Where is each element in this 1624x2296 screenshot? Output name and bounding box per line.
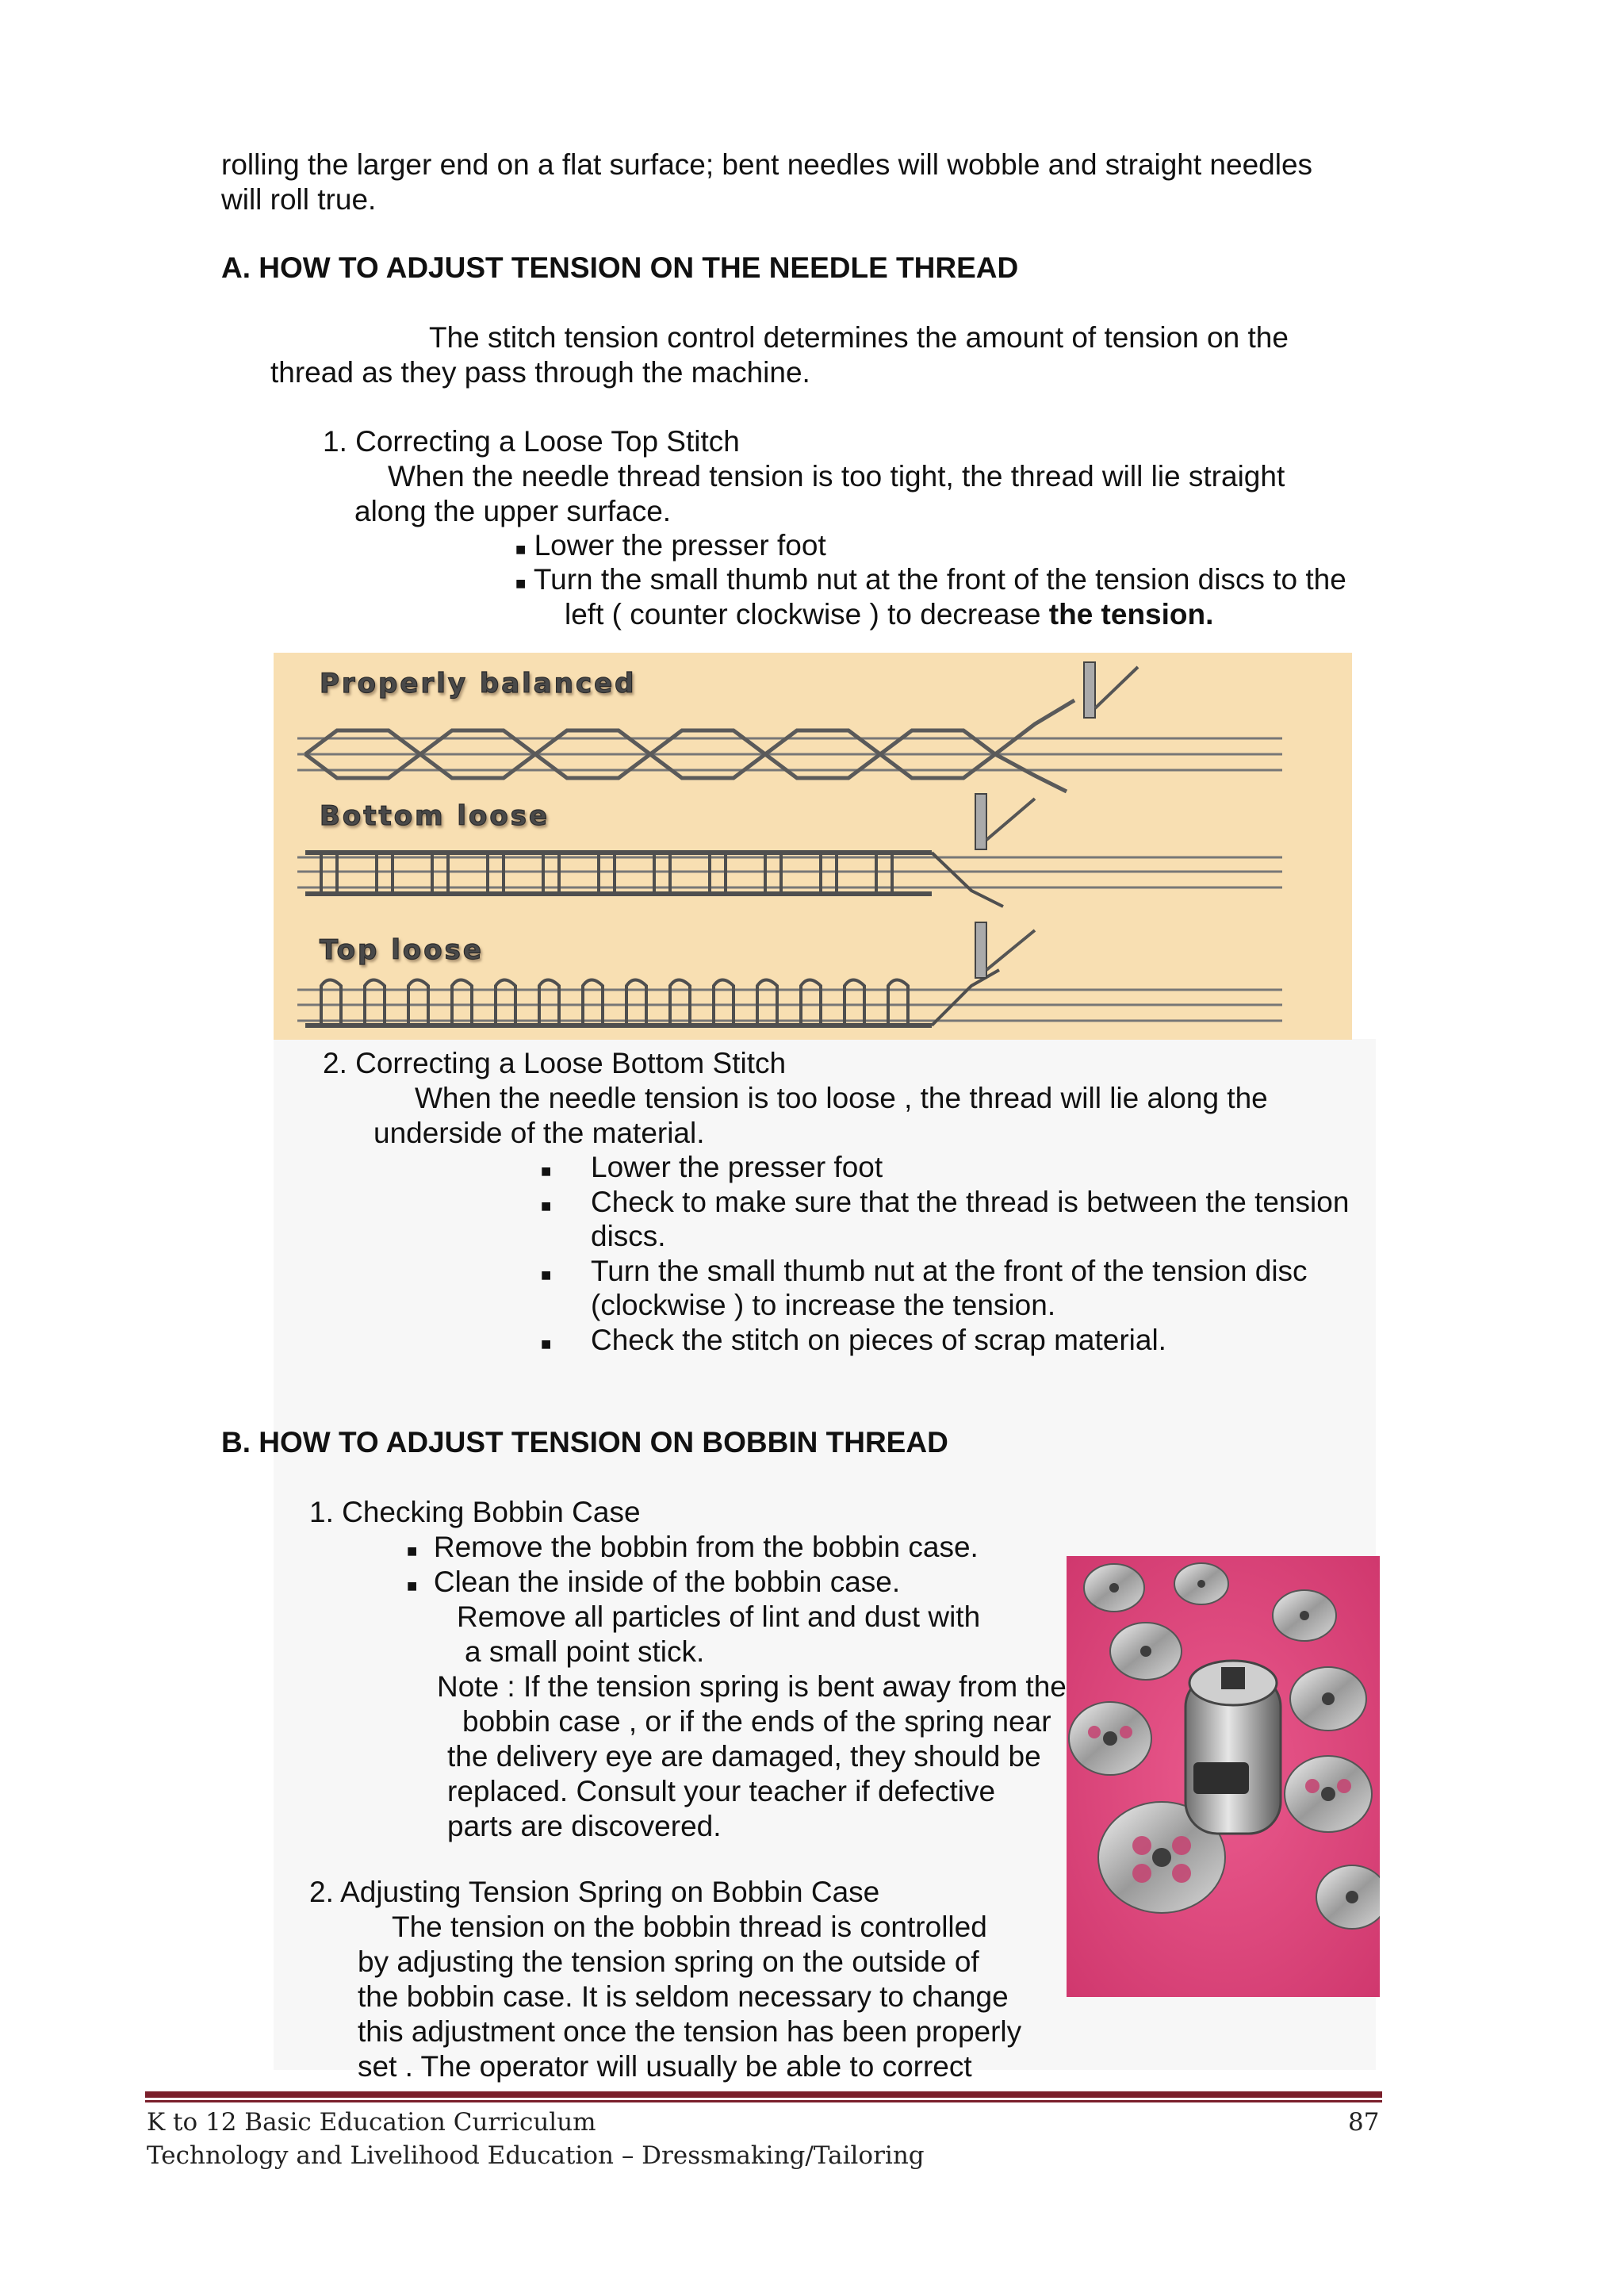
item-1-desc-1: When the needle thread tension is too tight, the thread will lie straight xyxy=(388,460,1285,493)
b-item-2-line-4: this adjustment once the tension has been properly xyxy=(358,2015,1022,2048)
footer-rule-thin xyxy=(145,2100,1382,2102)
b-item-1-sub-1: Remove all particles of lint and dust with xyxy=(457,1600,981,1633)
item-2-bullet-3-cont: (clockwise ) to increase the tension. xyxy=(591,1289,1056,1321)
item-2-desc-2: underside of the material. xyxy=(373,1117,705,1149)
label-properly-balanced: Properly balanced xyxy=(320,668,637,700)
label-bottom-loose: Bottom loose xyxy=(320,800,550,832)
item-2-bullet-3: Turn the small thumb nut at the front of the tension disc xyxy=(591,1255,1308,1287)
b-note-2: bobbin case , or if the ends of the spring near xyxy=(462,1705,1051,1738)
item-2-bullet-2: Check to make sure that the thread is between the tension xyxy=(591,1186,1350,1218)
b-item-2-title: 2. Adjusting Tension Spring on Bobbin Case xyxy=(309,1876,880,1908)
bullet-text: Turn the small thumb nut at the front of the tension discs to the xyxy=(533,563,1346,596)
intro-line-1: rolling the larger end on a flat surface; bent needles will wobble and straight needles xyxy=(221,148,1313,181)
bullet-text: Lower the presser foot xyxy=(534,529,826,562)
needle-icon xyxy=(975,794,1035,849)
b-item-2-line-2: by adjusting the tension spring on the outside of xyxy=(358,1945,979,1978)
item-2-bullet-2-cont: discs. xyxy=(591,1220,666,1252)
section-a-heading: A. HOW TO ADJUST TENSION ON THE NEEDLE THREAD xyxy=(221,251,1019,284)
section-a-para-1: The stitch tension control determines the amount of tension on the xyxy=(429,321,1289,354)
b-note-1: Note : If the tension spring is bent away from the xyxy=(437,1670,1067,1703)
b-item-2-line-1: The tension on the bobbin thread is controlled xyxy=(392,1911,987,1943)
stitch-tension-figure xyxy=(274,653,1352,1040)
item-1-bullet-1 xyxy=(515,528,826,567)
item-2-desc-1: When the needle tension is too loose , the thread will lie along the xyxy=(415,1082,1268,1114)
bobbin-photo xyxy=(1067,1556,1380,1997)
item-1-bullet-2-cont xyxy=(565,597,1213,632)
b-item-2-line-3: the bobbin case. It is seldom necessary to change xyxy=(358,1980,1009,2013)
needle-icon xyxy=(1084,662,1138,718)
b-note-4: replaced. Consult your teacher if defective xyxy=(447,1775,996,1807)
intro-line-2: will roll true. xyxy=(221,183,377,216)
bullet-marker: ■ xyxy=(407,1541,418,1561)
section-a-para-2: thread as they pass through the machine. xyxy=(270,356,810,389)
b-note-5: parts are discovered. xyxy=(447,1810,722,1842)
b-item-2-line-5: set . The operator will usually be able to correct xyxy=(358,2050,972,2083)
needle-icon xyxy=(975,922,1035,978)
bullet-text: Remove the bobbin from the bobbin case. xyxy=(433,1531,979,1563)
footer-rule xyxy=(145,2091,1382,2098)
label-top-loose: Top loose xyxy=(320,934,484,966)
item-2-bullet-1: Lower the presser foot xyxy=(591,1151,883,1183)
section-b-heading: B. HOW TO ADJUST TENSION ON BOBBIN THREAD xyxy=(221,1426,948,1458)
b-item-1-sub-2: a small point stick. xyxy=(465,1635,705,1668)
bullet-text: Clean the inside of the bobbin case. xyxy=(433,1566,901,1598)
bullet-marker: ■ xyxy=(515,539,527,559)
item-2-bullet-marker-2: ■ xyxy=(541,1196,552,1216)
item-1-desc-2: along the upper surface. xyxy=(354,495,672,527)
item-2-title: 2. Correcting a Loose Bottom Stitch xyxy=(323,1047,787,1079)
b-item-1-bullet-1 xyxy=(407,1530,979,1569)
stitch-row-balanced xyxy=(297,700,1282,792)
bullet-marker: ■ xyxy=(515,573,527,593)
b-item-1-bullet-2 xyxy=(407,1565,900,1604)
footer-line-2: Technology and Livelihood Education – Dressmaking/Tailoring xyxy=(147,2141,925,2170)
bold-text: the tension. xyxy=(1048,598,1214,631)
item-2-bullet-marker-4: ■ xyxy=(541,1334,552,1354)
item-2-bullet-marker-3: ■ xyxy=(541,1265,552,1285)
item-1-bullet-2 xyxy=(515,562,1346,601)
bullet-marker: ■ xyxy=(407,1576,418,1596)
bobbin-case-icon xyxy=(1185,1661,1281,1834)
page-number: 87 xyxy=(1348,2108,1380,2137)
b-item-1-title: 1. Checking Bobbin Case xyxy=(309,1496,641,1528)
b-note-3: the delivery eye are damaged, they should be xyxy=(447,1740,1041,1773)
bullet-text: left ( counter clockwise ) to decrease xyxy=(565,598,1049,631)
stitch-row-top-loose xyxy=(297,970,1282,1025)
footer-line-1: K to 12 Basic Education Curriculum xyxy=(147,2108,596,2137)
item-2-bullet-marker-1: ■ xyxy=(541,1161,552,1181)
stitch-row-bottom-loose xyxy=(297,853,1282,907)
item-2-bullet-4: Check the stitch on pieces of scrap material. xyxy=(591,1324,1166,1356)
item-1-title: 1. Correcting a Loose Top Stitch xyxy=(323,425,740,458)
